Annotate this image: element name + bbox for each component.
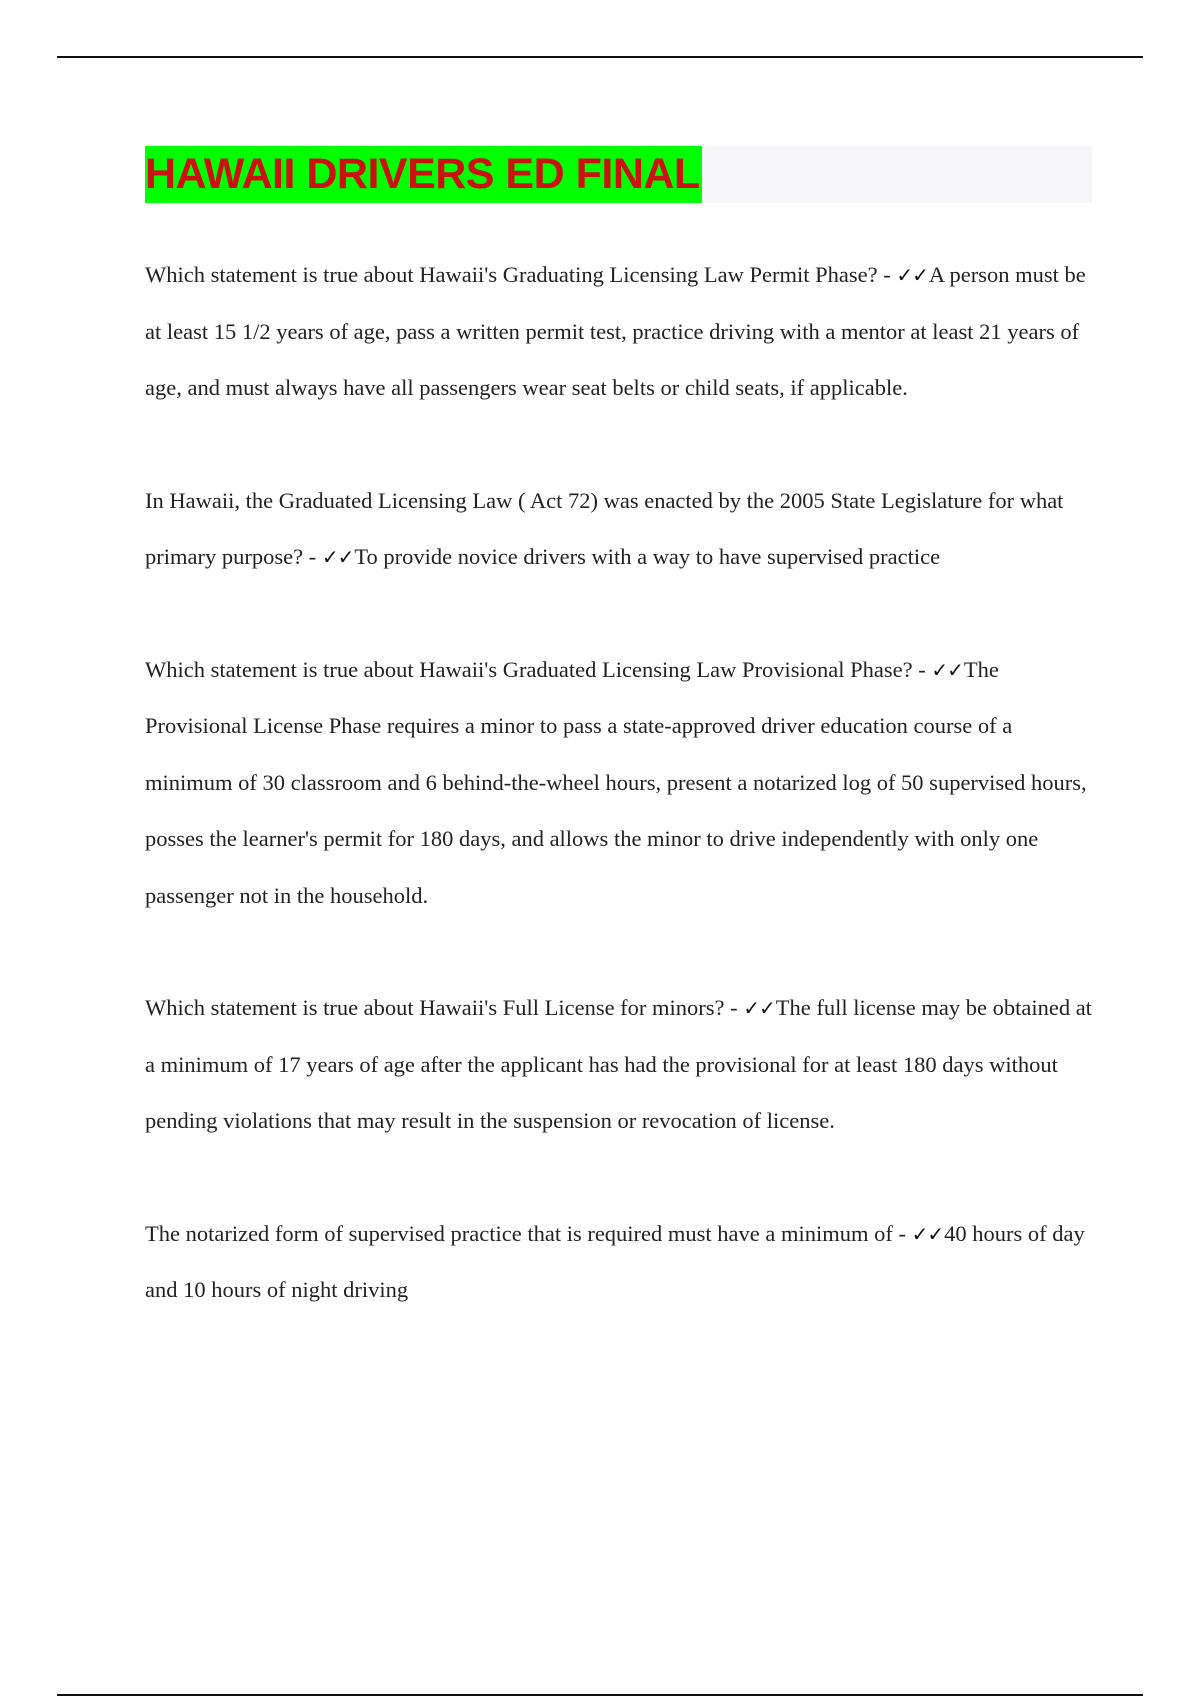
answer-text: To provide novice drivers with a way to have supervised practice bbox=[354, 544, 941, 569]
answer-text: 40 hours of day and 10 hours of night driving bbox=[145, 1220, 1085, 1302]
double-check-icon: ✓✓ bbox=[743, 996, 775, 1020]
document-title: HAWAII DRIVERS ED FINAL bbox=[145, 146, 702, 203]
qa-list bbox=[145, 247, 1100, 1319]
answer-text: A person must be at least 15 1/2 years of age, pass a written permit test, practice driving with a mentor at least 21 years of age, and must always have all passengers wear seat belts or child seats, if applicable. bbox=[145, 262, 1086, 400]
qa-item bbox=[145, 247, 1100, 417]
question-text: The notarized form of supervised practice that is required must have a minimum of - bbox=[145, 1220, 907, 1246]
qa-item bbox=[145, 473, 1100, 586]
double-check-icon: ✓✓ bbox=[321, 545, 354, 569]
question-text: Which statement is true about Hawaii's Full License for minors? - bbox=[145, 995, 738, 1020]
double-check-icon: ✓✓ bbox=[931, 657, 963, 682]
question-text: Which statement is true about Hawaii's Graduated Licensing Law Provisional Phase? - bbox=[145, 656, 926, 682]
qa-item bbox=[145, 980, 1100, 1150]
qa-item bbox=[145, 1206, 1100, 1319]
qa-item bbox=[145, 642, 1100, 925]
question-text: Which statement is true about Hawaii's Graduating Licensing Law Permit Phase? - bbox=[145, 262, 891, 287]
page-top-rule bbox=[57, 56, 1143, 58]
double-check-icon: ✓✓ bbox=[896, 263, 928, 287]
answer-text: The full license may be obtained at a minimum of 17 years of age after the applicant has had the provisional for at least 180 days without pending violations that may result in the suspension or revocation of license. bbox=[145, 995, 1092, 1133]
page-bottom-rule bbox=[57, 1694, 1143, 1696]
question-text: In Hawaii, the Graduated Licensing Law ( Act 72) was enacted by the 2005 State Legislature for what primary purpose? - bbox=[145, 487, 1064, 569]
double-check-icon: ✓✓ bbox=[911, 1221, 944, 1246]
answer-text: The Provisional License Phase requires a minor to pass a state-approved driver education course of a minimum of 30 classroom and 6 behind-the-wheel hours, present a notarized log of 50 supervised hours, posses the learner's permit for 180 days, and allows the minor to drive independently with only one passenger not in the household. bbox=[145, 656, 1087, 908]
